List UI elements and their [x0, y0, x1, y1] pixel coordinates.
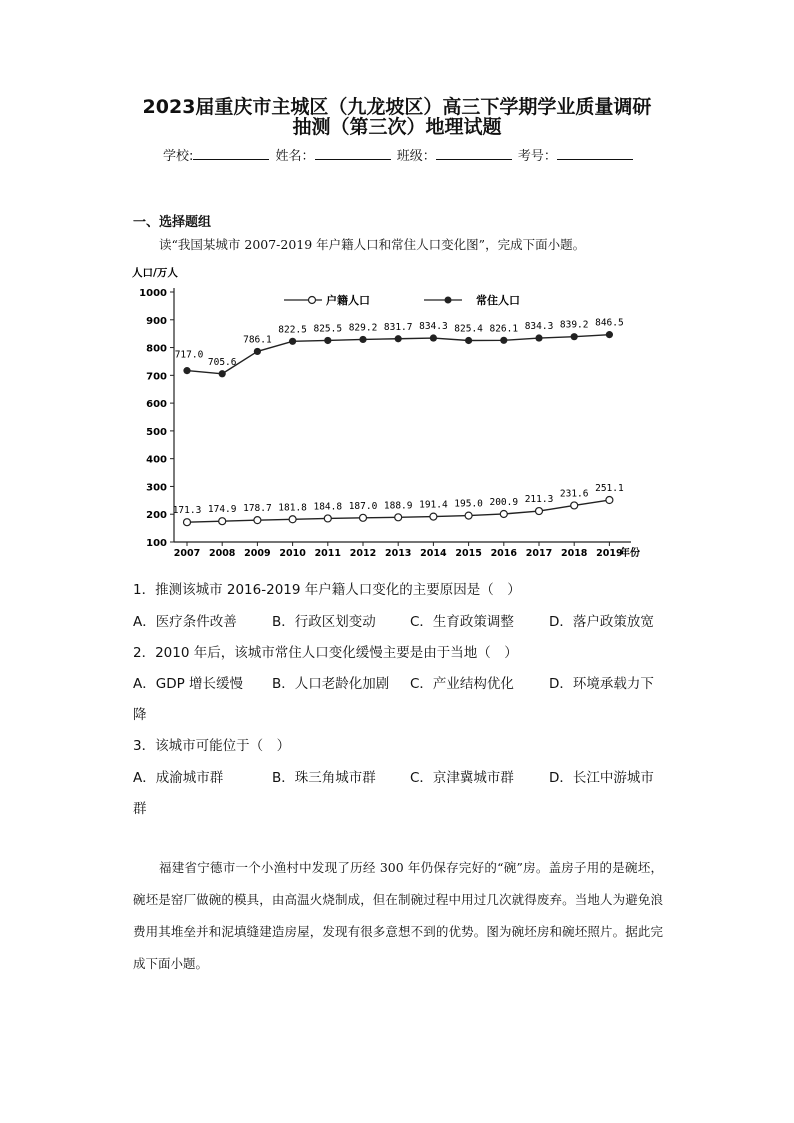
q3-option-b[interactable]: B．珠三角城市群: [272, 770, 376, 786]
data-label-registered: 184.8: [313, 501, 343, 513]
data-label-resident: 834.3: [419, 321, 448, 333]
data-label-resident: 825.5: [313, 323, 343, 335]
question-1-stem: 1．推测该城市 2016-2019 年户籍人口变化的主要原因是（ ）: [133, 582, 521, 598]
q3-option-a[interactable]: A．成渝城市群: [133, 770, 224, 786]
data-point-resident: [500, 337, 507, 344]
x-tick-label: 2014: [420, 548, 447, 559]
data-point-registered: [254, 517, 261, 524]
data-label-registered: 171.3: [172, 505, 202, 517]
y-tick-label: 200: [146, 510, 167, 522]
data-point-registered: [289, 516, 296, 523]
x-tick-label: 2013: [384, 548, 412, 559]
data-point-registered: [360, 514, 367, 521]
q1-option-b[interactable]: B．行政区划变动: [272, 614, 376, 630]
x-tick-label: 2019: [596, 548, 623, 559]
data-point-registered: [500, 510, 507, 517]
data-label-resident: 786.1: [243, 334, 272, 346]
x-tick-label: 2008: [208, 548, 236, 559]
school-label: 学校:: [163, 149, 194, 164]
chart-intro-text: 读“我国某城市 2007-2019 年户籍人口和常住人口变化图”，完成下面小题。: [159, 237, 586, 252]
data-point-resident: [395, 335, 402, 342]
x-ticks-group: [174, 542, 623, 559]
data-label-resident: 831.7: [383, 321, 413, 333]
data-point-registered: [184, 519, 191, 526]
data-label-resident: 705.6: [207, 356, 237, 368]
x-tick-label: 2009: [244, 548, 271, 559]
q1-option-a[interactable]: A．医疗条件改善: [133, 614, 237, 630]
x-tick-label: 2017: [525, 548, 553, 559]
x-tick-label: 2010: [279, 548, 306, 559]
class-blank[interactable]: [436, 147, 512, 160]
q1-option-d[interactable]: D．落户政策放宽: [549, 614, 654, 630]
data-point-resident: [571, 333, 578, 340]
q2-option-d-wrap: 降: [133, 707, 147, 723]
exam-title-line1: 2023届重庆市主城区（九龙坡区）高三下学期学业质量调研: [142, 96, 652, 118]
data-label-resident: 825.4: [454, 323, 483, 335]
exam-number-blank[interactable]: [557, 147, 633, 160]
question-2-stem: 2．2010 年后，该城市常住人口变化缓慢主要是由于当地（ ）: [133, 645, 518, 661]
data-label-resident: 717.0: [174, 349, 204, 361]
data-point-resident: [183, 367, 190, 374]
x-tick-label: 2016: [490, 548, 518, 559]
data-label-registered: 231.6: [559, 488, 589, 500]
section-title: 一、选择题组: [133, 215, 212, 230]
data-label-registered: 187.0: [348, 500, 378, 512]
legend-label-resident: 常住人口: [476, 294, 520, 307]
y-tick-label: 400: [146, 454, 167, 466]
x-tick-label: 2011: [314, 548, 342, 559]
data-label-registered: 181.8: [278, 502, 307, 514]
data-point-registered: [536, 508, 543, 515]
data-label-registered: 200.9: [489, 496, 519, 508]
y-tick-label: 1000: [139, 288, 167, 299]
y-ticks-group: [139, 288, 174, 549]
data-point-registered: [395, 514, 402, 521]
data-point-registered: [219, 518, 226, 525]
q2-option-a[interactable]: A．GDP 增长缓慢: [133, 676, 244, 692]
data-point-registered: [324, 515, 331, 522]
data-point-resident: [465, 337, 472, 344]
legend-label-registered: 户籍人口: [326, 294, 370, 307]
data-point-resident: [359, 336, 366, 343]
data-label-resident: 834.3: [524, 321, 554, 333]
data-point-registered: [430, 513, 437, 520]
data-point-registered: [606, 497, 613, 504]
series-group: [173, 318, 624, 526]
q2-option-d[interactable]: D．环境承载力下: [549, 676, 654, 692]
student-info-row: [163, 145, 635, 164]
exam-number-label: 考号：: [517, 149, 557, 164]
chart-legend: [284, 293, 520, 307]
data-point-resident: [289, 338, 296, 345]
data-point-resident: [535, 334, 542, 341]
y-axis-label: 人口/万人: [132, 267, 178, 279]
q1-option-c[interactable]: C．生育政策调整: [410, 614, 514, 630]
legend-marker-resident: [445, 297, 452, 304]
q3-option-d[interactable]: D．长江中游城市: [549, 770, 654, 786]
q3-option-d-wrap: 群: [133, 801, 147, 817]
q2-option-b[interactable]: B．人口老龄化加剧: [272, 676, 390, 692]
name-blank[interactable]: [315, 147, 391, 160]
data-label-registered: 251.1: [595, 483, 624, 495]
y-tick-label: 600: [146, 399, 167, 411]
y-tick-label: 700: [146, 371, 167, 383]
y-tick-label: 800: [146, 343, 167, 355]
data-point-resident: [324, 337, 331, 344]
data-label-registered: 178.7: [243, 503, 272, 515]
data-label-registered: 188.9: [383, 500, 413, 512]
data-point-resident: [606, 331, 613, 338]
school-blank[interactable]: [193, 147, 269, 160]
q2-option-c[interactable]: C．产业结构优化: [410, 676, 514, 692]
question-3-stem: 3．该城市可能位于（ ）: [133, 738, 291, 754]
data-label-resident: 826.1: [489, 323, 519, 335]
data-label-resident: 846.5: [595, 317, 624, 329]
y-tick-label: 300: [146, 482, 167, 494]
x-tick-label: 2012: [349, 548, 377, 559]
data-label-registered: 174.9: [207, 504, 237, 516]
name-label: 姓名：: [275, 149, 315, 164]
data-label-registered: 211.3: [524, 494, 554, 506]
data-point-registered: [571, 502, 578, 509]
y-tick-label: 100: [146, 538, 167, 549]
x-tick-label: 2015: [455, 548, 482, 559]
data-point-registered: [465, 512, 472, 519]
y-tick-label: 900: [146, 315, 167, 327]
data-label-resident: 829.2: [348, 322, 378, 334]
class-label: 班级：: [396, 149, 436, 164]
x-tick-label: 2018: [560, 548, 588, 559]
data-point-resident: [430, 334, 437, 341]
passage-text: 福建省宁德市一个小渔村中发现了历经 300 年仍保存完好的“碗”房。盖房子用的是碗坯，碗坯是窑厂做碗的模具，由高温火烧制成，但在制碗过程中用过几次就得废弃。当地人为避免浪费用其堆垒并和泥填缝建造房屋，发现有很多意想不到的优势。图为碗坯房和碗坯照片。据此完成下面小题。: [133, 860, 663, 971]
exam-title-line2: 抽测（第三次）地理试题: [292, 116, 502, 138]
data-label-registered: 191.4: [419, 499, 448, 511]
legend-marker-registered: [309, 297, 316, 304]
data-point-resident: [219, 370, 226, 377]
data-label-resident: 839.2: [559, 319, 589, 331]
data-label-resident: 822.5: [278, 324, 307, 336]
x-tick-label: 2007: [173, 548, 201, 559]
y-tick-label: 500: [146, 426, 167, 438]
data-point-resident: [254, 348, 261, 355]
data-label-registered: 195.0: [454, 498, 483, 510]
population-line-chart: [126, 262, 656, 562]
q3-option-c[interactable]: C．京津冀城市群: [410, 770, 514, 786]
x-axis-unit-label: 年份: [620, 548, 640, 559]
